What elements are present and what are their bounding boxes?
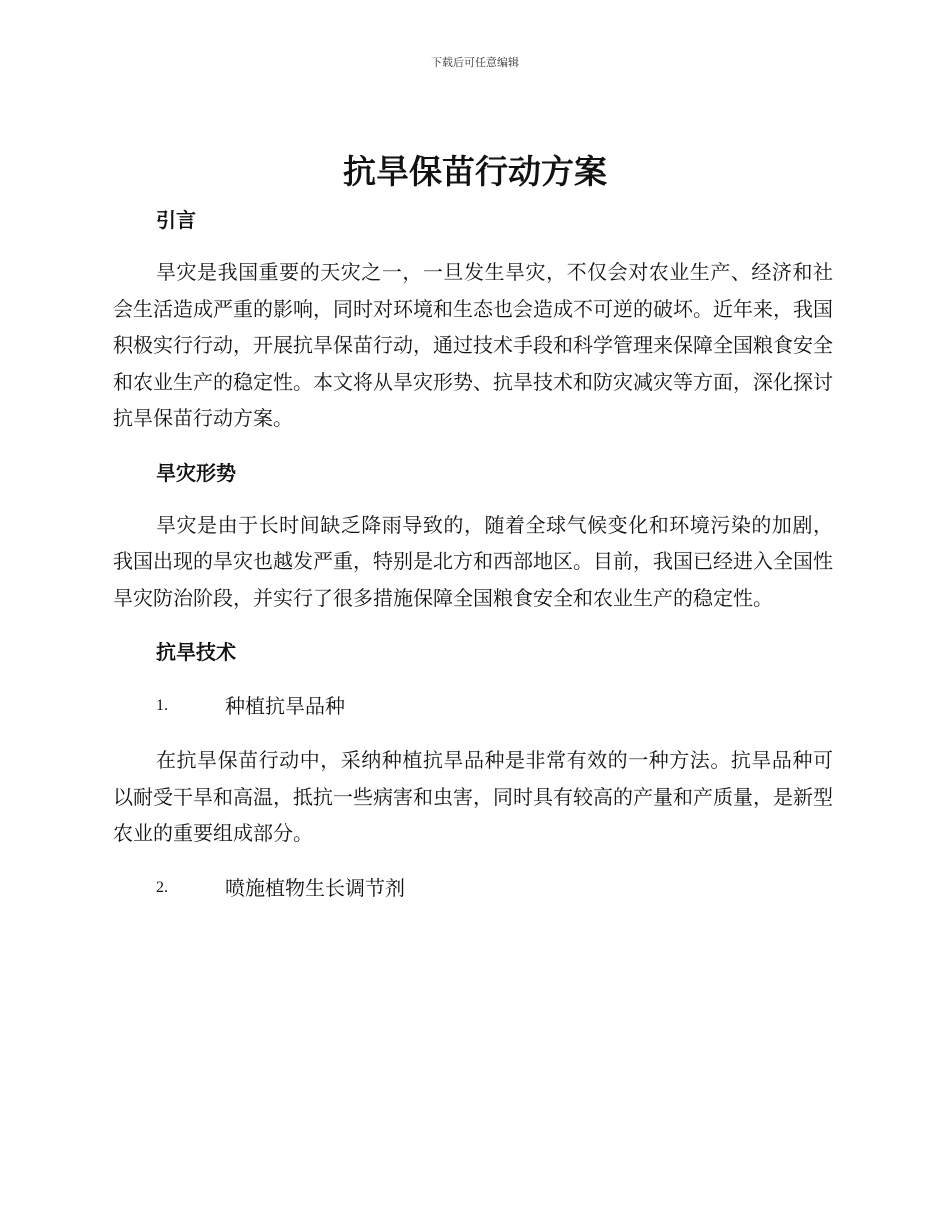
list-item-drought-resistant-varieties — [113, 688, 833, 724]
section-heading-drought-technology: 抗旱技术 — [156, 640, 236, 664]
list-item-label: 喷施植物生长调节剂 — [225, 875, 405, 900]
list-item-label: 种植抗旱品种 — [225, 694, 345, 718]
list-item-growth-regulator — [113, 870, 833, 906]
page-header-note: 下载后可任意编辑 — [431, 56, 519, 69]
section-heading-drought-situation: 旱灾形势 — [156, 460, 236, 485]
section-paragraph-drought-situation: 旱灾是由于长时间缺乏降雨导致的，随着全球气候变化和环境污染的加剧，我国出现的旱灾也越发严重，特别是北方和西部地区。目前，我国已经进入全国性旱灾防治阶段，并实行了很多措施保障全国粮食安全和农业生产的稳定性。 — [113, 512, 833, 610]
section-heading-introduction: 引言 — [156, 208, 196, 232]
section-paragraph-introduction: 旱灾是我国重要的天灾之一，一旦发生旱灾，不仅会对农业生产、经济和社会生活造成严重的影响，同时对环境和生态也会造成不可逆的破坏。近年来，我国积极实行行动，开展抗旱保苗行动，通过技术手段和科学管理来保障全国粮食安全和农业生产的稳定性。本文将从旱灾形势、抗旱技术和防灾减灾等方面，深化探讨抗旱保苗行动方案。 — [113, 260, 833, 430]
document-body — [113, 202, 833, 906]
list-item-number: 2. — [156, 878, 168, 896]
document-title: 抗旱保苗行动方案 — [343, 152, 607, 191]
list-item-number: 1. — [156, 697, 168, 714]
list-item-paragraph-drought-resistant-varieties: 在抗旱保苗行动中，采纳种植抗旱品种是非常有效的一种方法。抗旱品种可以耐受干旱和高温，抵抗一些病害和虫害，同时具有较高的产量和产质量，是新型农业的重要组成部分。 — [113, 748, 833, 845]
